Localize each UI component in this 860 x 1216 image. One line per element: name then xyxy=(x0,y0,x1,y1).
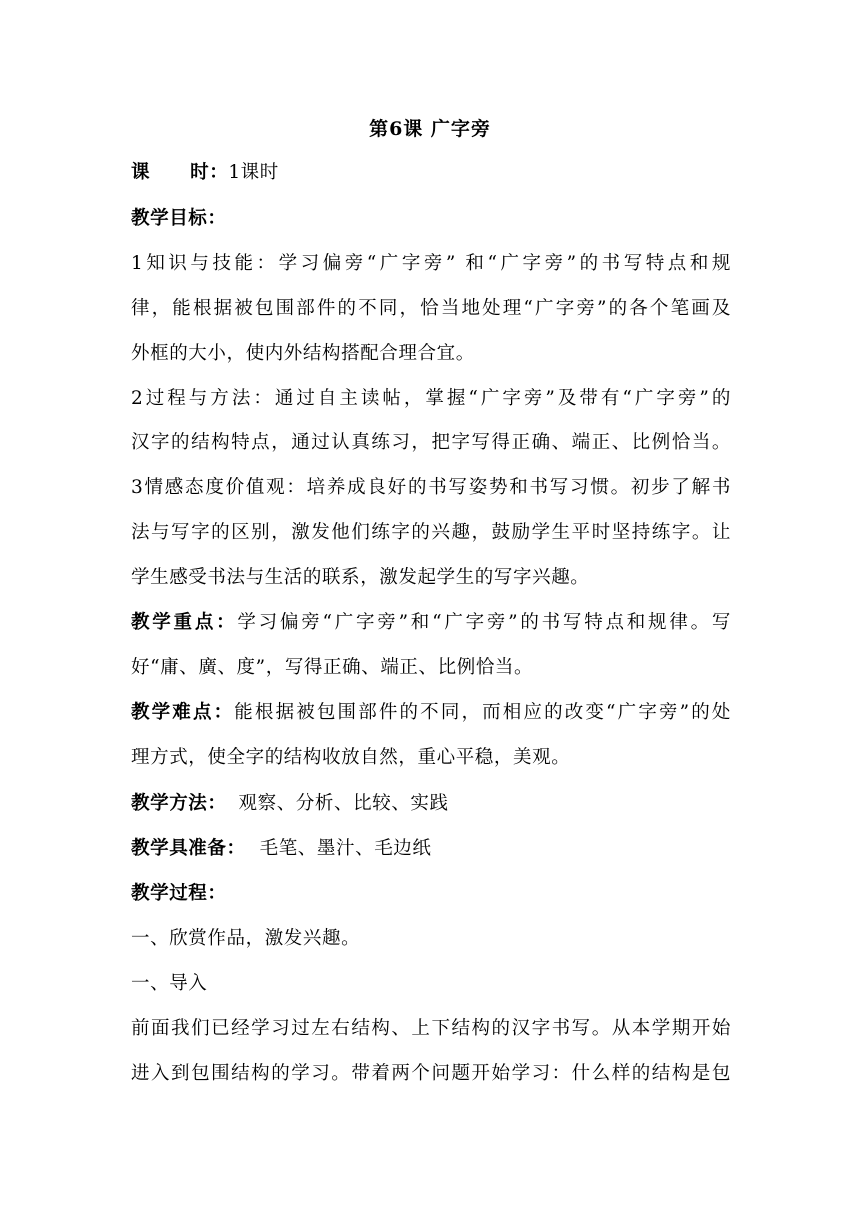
class-hours-label-a: 课 xyxy=(131,162,151,183)
materials-line xyxy=(131,837,731,861)
class-hours-line xyxy=(131,161,731,185)
objective-1-line-2: 律，能根据被包围部件的不同，恰当地处理“广字旁”的各个笔画及 xyxy=(131,298,731,319)
key-points-line-1: 教学重点：学习偏旁“广字旁”和“广字旁”的书写特点和规律。写 xyxy=(131,612,731,633)
key-points-line-2: 好“庸、廣、度”，写得正确、端正、比例恰当。 xyxy=(131,657,534,678)
class-hours-value: 1课时 xyxy=(228,162,279,183)
methods-label: 教学方法： xyxy=(131,793,227,814)
key-points-label: 教学重点： xyxy=(131,612,238,633)
methods-value: 观察、分析、比较、实践 xyxy=(238,793,449,814)
objective-2-line-1: 2过程与方法：通过自主读帖，掌握“广字旁”及带有“广字旁”的 xyxy=(131,388,731,409)
objective-3-line-1: 3情感态度价值观：培养成良好的书写姿势和书写习惯。初步了解书 xyxy=(131,477,731,498)
materials-value: 毛笔、墨汁、毛边纸 xyxy=(259,838,432,859)
difficulties-label: 教学难点： xyxy=(131,702,235,723)
process-step-2: 一、导入 xyxy=(131,973,208,994)
objective-3-line-3: 学生感受书法与生活的联系，激发起学生的写字兴趣。 xyxy=(131,567,590,588)
objectives-heading: 教学目标： xyxy=(131,208,227,229)
objective-1-line-1: 1知识与技能：学习偏旁“广字旁” 和“广字旁”的书写特点和规 xyxy=(131,253,731,274)
class-hours-label-b: 时： xyxy=(190,162,229,183)
process-heading: 教学过程： xyxy=(131,883,227,904)
lesson-title: 第6课 广字旁 xyxy=(369,118,491,140)
objective-2-line-2: 汉字的结构特点，通过认真练习，把字写得正确、端正、比例恰当。 xyxy=(131,432,731,453)
materials-label: 教学具准备： xyxy=(131,838,246,859)
methods-line xyxy=(131,792,731,816)
objective-3-line-2: 法与写字的区别，激发他们练字的兴趣，鼓励学生平时坚持练字。让 xyxy=(131,522,731,543)
process-step-1: 一、欣赏作品，激发兴趣。 xyxy=(131,928,361,949)
intro-line-2: 进入到包围结构的学习。带着两个问题开始学习：什么样的结构是包 xyxy=(131,1063,731,1084)
objective-1-line-3: 外框的大小，使内外结构搭配合理合宜。 xyxy=(131,343,475,364)
difficulties-line-1: 教学难点：能根据被包围部件的不同，而相应的改变“广字旁”的处 xyxy=(131,702,731,723)
intro-line-1: 前面我们已经学习过左右结构、上下结构的汉字书写。从本学期开始 xyxy=(131,1018,731,1039)
difficulties-line-2: 理方式，使全字的结构收放自然，重心平稳，美观。 xyxy=(131,747,571,768)
